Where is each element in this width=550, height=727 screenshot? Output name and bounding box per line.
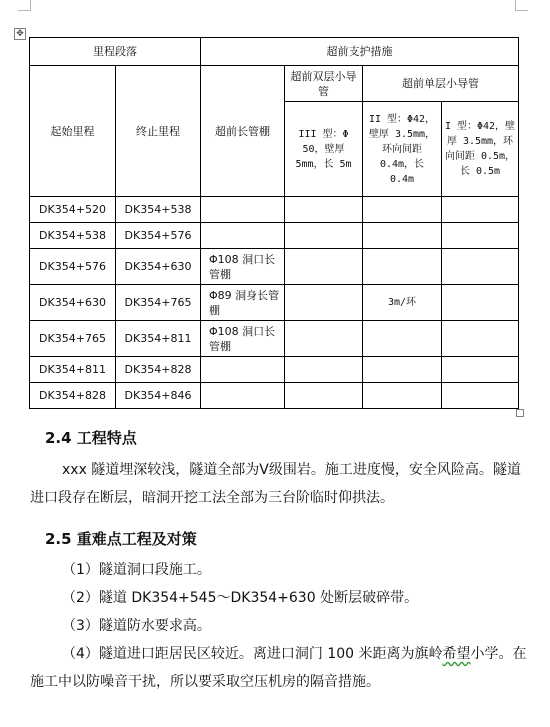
cell-type-3	[285, 285, 363, 321]
cell-long: Φ108 洞口长管棚	[201, 321, 285, 357]
list-item-text: 小学。在施工中以防噪音干扰，所以要采取空压机房的隔音措施。	[30, 646, 527, 690]
section-heading: 2.4 工程特点	[45, 429, 137, 447]
header-support: 超前支护措施	[201, 38, 519, 66]
list-item-text: （4）隧道进口距居民区较近。离进口洞门 100 米距离为旗岭	[62, 646, 443, 662]
cell-type-2	[363, 197, 442, 223]
margin-corner-mark	[18, 0, 31, 11]
cell-end: DK354+811	[116, 321, 201, 357]
header-double-conduit: 超前双层小导管	[285, 66, 363, 102]
cell-type-3	[285, 321, 363, 357]
table-row	[30, 321, 519, 357]
cell-type-1	[442, 321, 519, 357]
cell-type-2: 3m/环	[363, 285, 442, 321]
margin-corner-mark	[515, 0, 528, 11]
header-type-1: I 型：Φ42，壁厚 3.5mm，环向间距 0.5m，长 0.5m	[442, 102, 519, 197]
cell-type-3	[285, 197, 363, 223]
cell-start: DK354+520	[30, 197, 116, 223]
cell-type-1	[442, 197, 519, 223]
cell-end: DK354+846	[116, 383, 201, 409]
cell-type-2	[363, 223, 442, 249]
cell-type-1	[442, 285, 519, 321]
table-move-handle-icon[interactable]: ✥	[14, 28, 26, 40]
cell-long: Φ89 洞身长管棚	[201, 285, 285, 321]
cell-start: DK354+538	[30, 223, 116, 249]
header-type-2: II 型：Φ42，壁厚 3.5mm，环向间距 0.4m，长 0.4m	[363, 102, 442, 197]
header-mileage: 里程段落	[30, 38, 201, 66]
cell-start: DK354+630	[30, 285, 116, 321]
cell-type-3	[285, 223, 363, 249]
cell-type-1	[442, 249, 519, 285]
cell-type-1	[442, 223, 519, 249]
cell-start: DK354+828	[30, 383, 116, 409]
cell-type-1	[442, 383, 519, 409]
cell-start: DK354+765	[30, 321, 116, 357]
cell-type-2	[363, 383, 442, 409]
cell-start: DK354+811	[30, 357, 116, 383]
cell-type-2	[363, 249, 442, 285]
list-item	[30, 640, 530, 696]
spellcheck-flagged-word[interactable]: 希望	[442, 646, 471, 662]
cell-type-2	[363, 357, 442, 383]
cell-type-3	[285, 249, 363, 285]
cell-start: DK354+576	[30, 249, 116, 285]
header-single-conduit: 超前单层小导管	[363, 66, 519, 102]
cell-type-1	[442, 357, 519, 383]
section-heading: 2.5 重难点工程及对策	[45, 530, 197, 548]
header-type-3: III 型：Φ 50，壁厚 5mm，长 5m	[285, 102, 363, 197]
cell-end: DK354+765	[116, 285, 201, 321]
cell-type-2	[363, 321, 442, 357]
table-row	[30, 383, 519, 409]
table-row	[30, 249, 519, 285]
list-item: （3）隧道防水要求高。	[62, 618, 211, 634]
cell-long	[201, 383, 285, 409]
cell-long	[201, 357, 285, 383]
table-row	[30, 197, 519, 223]
list	[30, 556, 530, 696]
list-item: （2）隧道 DK354+545～DK354+630 处断层破碎带。	[62, 590, 419, 606]
table-row	[30, 357, 519, 383]
support-measures-table	[29, 37, 519, 409]
paragraph	[30, 456, 530, 512]
table-row	[30, 285, 519, 321]
cell-type-3	[285, 383, 363, 409]
paragraph-text: xxx 隧道埋深较浅，隧道全部为Ⅴ级围岩。施工进度慢，安全风险高。隧道进口段存在断层，暗洞开挖工法全部为三台阶临时仰拱法。	[30, 462, 521, 506]
cell-end: DK354+538	[116, 197, 201, 223]
cell-long: Φ108 洞口长管棚	[201, 249, 285, 285]
cell-long	[201, 197, 285, 223]
header-end: 终止里程	[116, 66, 201, 197]
table-row	[30, 223, 519, 249]
cell-long	[201, 223, 285, 249]
cell-end: DK354+630	[116, 249, 201, 285]
list-item: （1）隧道洞口段施工。	[62, 562, 211, 578]
cell-end: DK354+828	[116, 357, 201, 383]
cell-type-3	[285, 357, 363, 383]
header-long-pipe: 超前长管棚	[201, 66, 285, 197]
cell-end: DK354+576	[116, 223, 201, 249]
header-start: 起始里程	[30, 66, 116, 197]
table-resize-handle[interactable]	[516, 409, 524, 417]
